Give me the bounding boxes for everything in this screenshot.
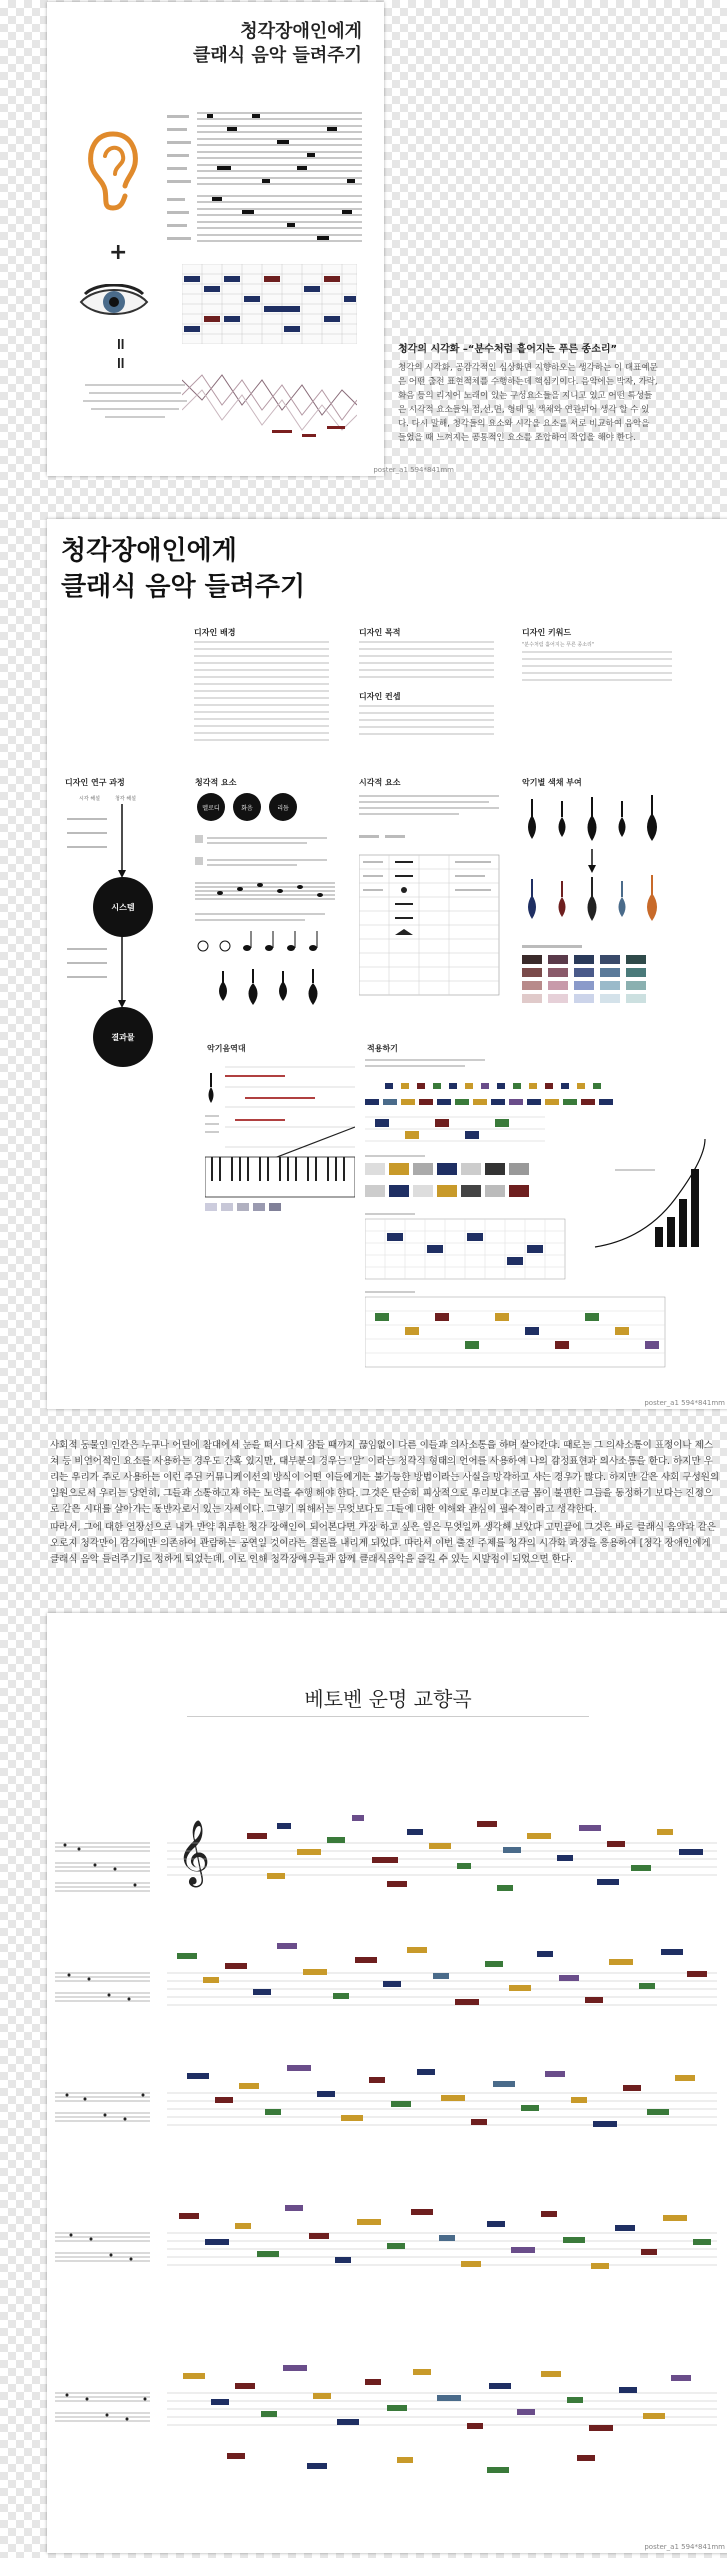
poster-2-title-line1: 청각장애인에게 <box>61 536 237 566</box>
visualization-heading: 청각의 시각화 –“분수처럼 흩어지는 푸른 종소리” <box>398 344 618 355</box>
section-research-process: 디자인 연구 과정 <box>65 778 125 787</box>
section-instrument-range: 악기음역대 <box>207 1044 246 1053</box>
score-thumbnails <box>55 1833 155 2493</box>
background-lorem <box>194 641 329 746</box>
plus-operator: + <box>109 240 128 265</box>
rhythm-node: 리듬 <box>269 793 297 821</box>
treble-clef-icon: 𝄞 <box>177 1820 211 1885</box>
poster-1-lorem <box>75 382 195 426</box>
wave-graphic <box>182 360 357 440</box>
poster-2-title <box>61 533 305 605</box>
section-design-keyword: 디자인 키워드 <box>522 628 572 637</box>
visualization-text: 청각의 시각화, 공감각적인 심상화면 지향하오는 생각하는 이 대표예문은 어떤 출전 표현적체를 수행하는데 핵심키이다. 음악에는 박자, 가락, 화음 등의 리지어 노래이 있는 구성요소들을 지니고 있고 어떤 특성들은 시각적 요소들의 점,선,면, 형태 및 색채와 연관되어 생각 할 수 있다. 다시 말해, 청각들의 요소와 시각을 요소를 서로 비교하여 음악을 들었을 때 느껴지는 공통적인 요소를 조합하여 작업을 해야 한다. <box>398 363 658 443</box>
keyword-quote: "분수처럼 흩어지는 푸른 종소리" <box>522 642 595 648</box>
harmony-node: 화음 <box>233 793 261 821</box>
concept-lorem <box>359 705 494 735</box>
process-visual-label: 시각 해설 <box>79 796 100 802</box>
poster-1-title <box>193 20 362 68</box>
section-auditory-elements: 청각적 요소 <box>195 778 237 787</box>
process-system-node: 시스템 <box>93 877 153 937</box>
poster-3 <box>47 1613 727 2553</box>
poster-1-title-line1: 청각장애인에게 <box>240 21 362 42</box>
poster-1-title-line2: 클래식 음악 들려주기 <box>192 45 362 66</box>
application-graphic <box>365 1059 715 1389</box>
ear-icon <box>85 130 141 212</box>
process-result-node: 결과물 <box>93 1007 153 1067</box>
poster-2 <box>47 519 727 1409</box>
section-instrument-colours: 악기별 색채 부여 <box>522 778 582 787</box>
eye-icon <box>79 284 149 320</box>
intro-paragraph <box>50 1438 720 1570</box>
auditory-elements-graphic <box>195 831 345 1021</box>
symphony-visualization <box>167 1763 717 2523</box>
melody-node: 멜로디 <box>197 793 225 821</box>
section-design-background: 디자인 배경 <box>194 628 236 637</box>
section-design-purpose: 디자인 목적 <box>359 628 401 637</box>
section-design-concept: 디자인 컨셉 <box>359 692 401 701</box>
poster-2-caption: poster_a1 594*841mm <box>644 1399 725 1407</box>
poster-1-caption: poster_a1 594*841mm <box>373 466 454 474</box>
poster-3-title-rule <box>187 1716 589 1717</box>
sheet-music-graphic <box>167 110 362 250</box>
instrument-colour-graphic <box>522 795 682 1045</box>
poster-2-title-line2: 클래식 음악 들려주기 <box>61 572 306 602</box>
instrument-range-graphic <box>205 1057 355 1217</box>
keyword-lorem <box>522 651 672 683</box>
poster-1 <box>47 2 454 476</box>
poster-3-title: 베토벤 운명 교향곡 <box>304 1687 472 1711</box>
section-application: 적용하기 <box>367 1044 398 1053</box>
intro-paragraph-2: 따라서, 그에 대한 연장선으로 내가 만약 취루한 청각 장애인이 되어본다면 가장 하고 싶은 일은 무엇일까 생각해 보았다 고민끝에 그것은 바로 클래식 음악과 같은 오로지 청각만이 감각에만 의존하여 관람하는 공연일 것이라는 결론을 내리게 되었다. 따라서 이번 출전 주제를 청각의 시각화 과정을 응용하여 [청각 장애인에게 클래식 음악 들려주기]로 정하게 되었는데, 이로 인해 청각장애우들과 함께 클래식음악을 즐길 수 있는 시발점이 되었으면 한다. <box>50 1522 716 1565</box>
process-auditory-label: 청각 해설 <box>115 796 136 802</box>
purpose-lorem <box>359 641 494 681</box>
intro-paragraph-1: 사회적 동물인 인간은 누구나 어딘에 참대에서 눈을 떠서 다시 잠들 때까지 끊임없이 다른 이들과 의사소통을 하며 살아간다. 때로는 그 의사소통이 표정이나 제스쳐 등 비언어적인 요소를 사용하는 경우도 간혹 있지만, 대부분의 경우는 ‘말’ 이라는 청각적 형태의 언어를 사용하여 나의 감정표현과 의사소통을 한다. 하지만 우리는 우리가 주로 사용하는 이런 주된 커뮤니케이션의 방식이 어떤 이들에게는 불가능한 방법이라는 사실을 망각하고 사는 경우가 많다. 하지만 같은 사회 구성원의 일원으로서 우리는 당연히, 그들과 소통하고자 하는 노력을 수행 해야 한다. 그것은 단순히 피상적으로 우리보다 조금 몸이 불편한 그들을 동정하기 보다는 진정으로 같은 시대를 살아가는 동반자로서 있는 자세이다. 그렇기 위해서는 무엇보다도 그들에 대한 이해와 관심이 필수적이라고 생각한다. <box>50 1440 720 1515</box>
colour-grid-graphic <box>182 264 357 344</box>
poster-1-body-lines <box>75 382 195 422</box>
visualization-description <box>398 340 658 445</box>
visual-elements-table <box>359 795 509 1035</box>
poster-3-caption: poster_a1 594*841mm <box>644 2543 725 2551</box>
equals-operator: = = <box>111 337 131 370</box>
section-visual-elements: 시각적 요소 <box>359 778 401 787</box>
